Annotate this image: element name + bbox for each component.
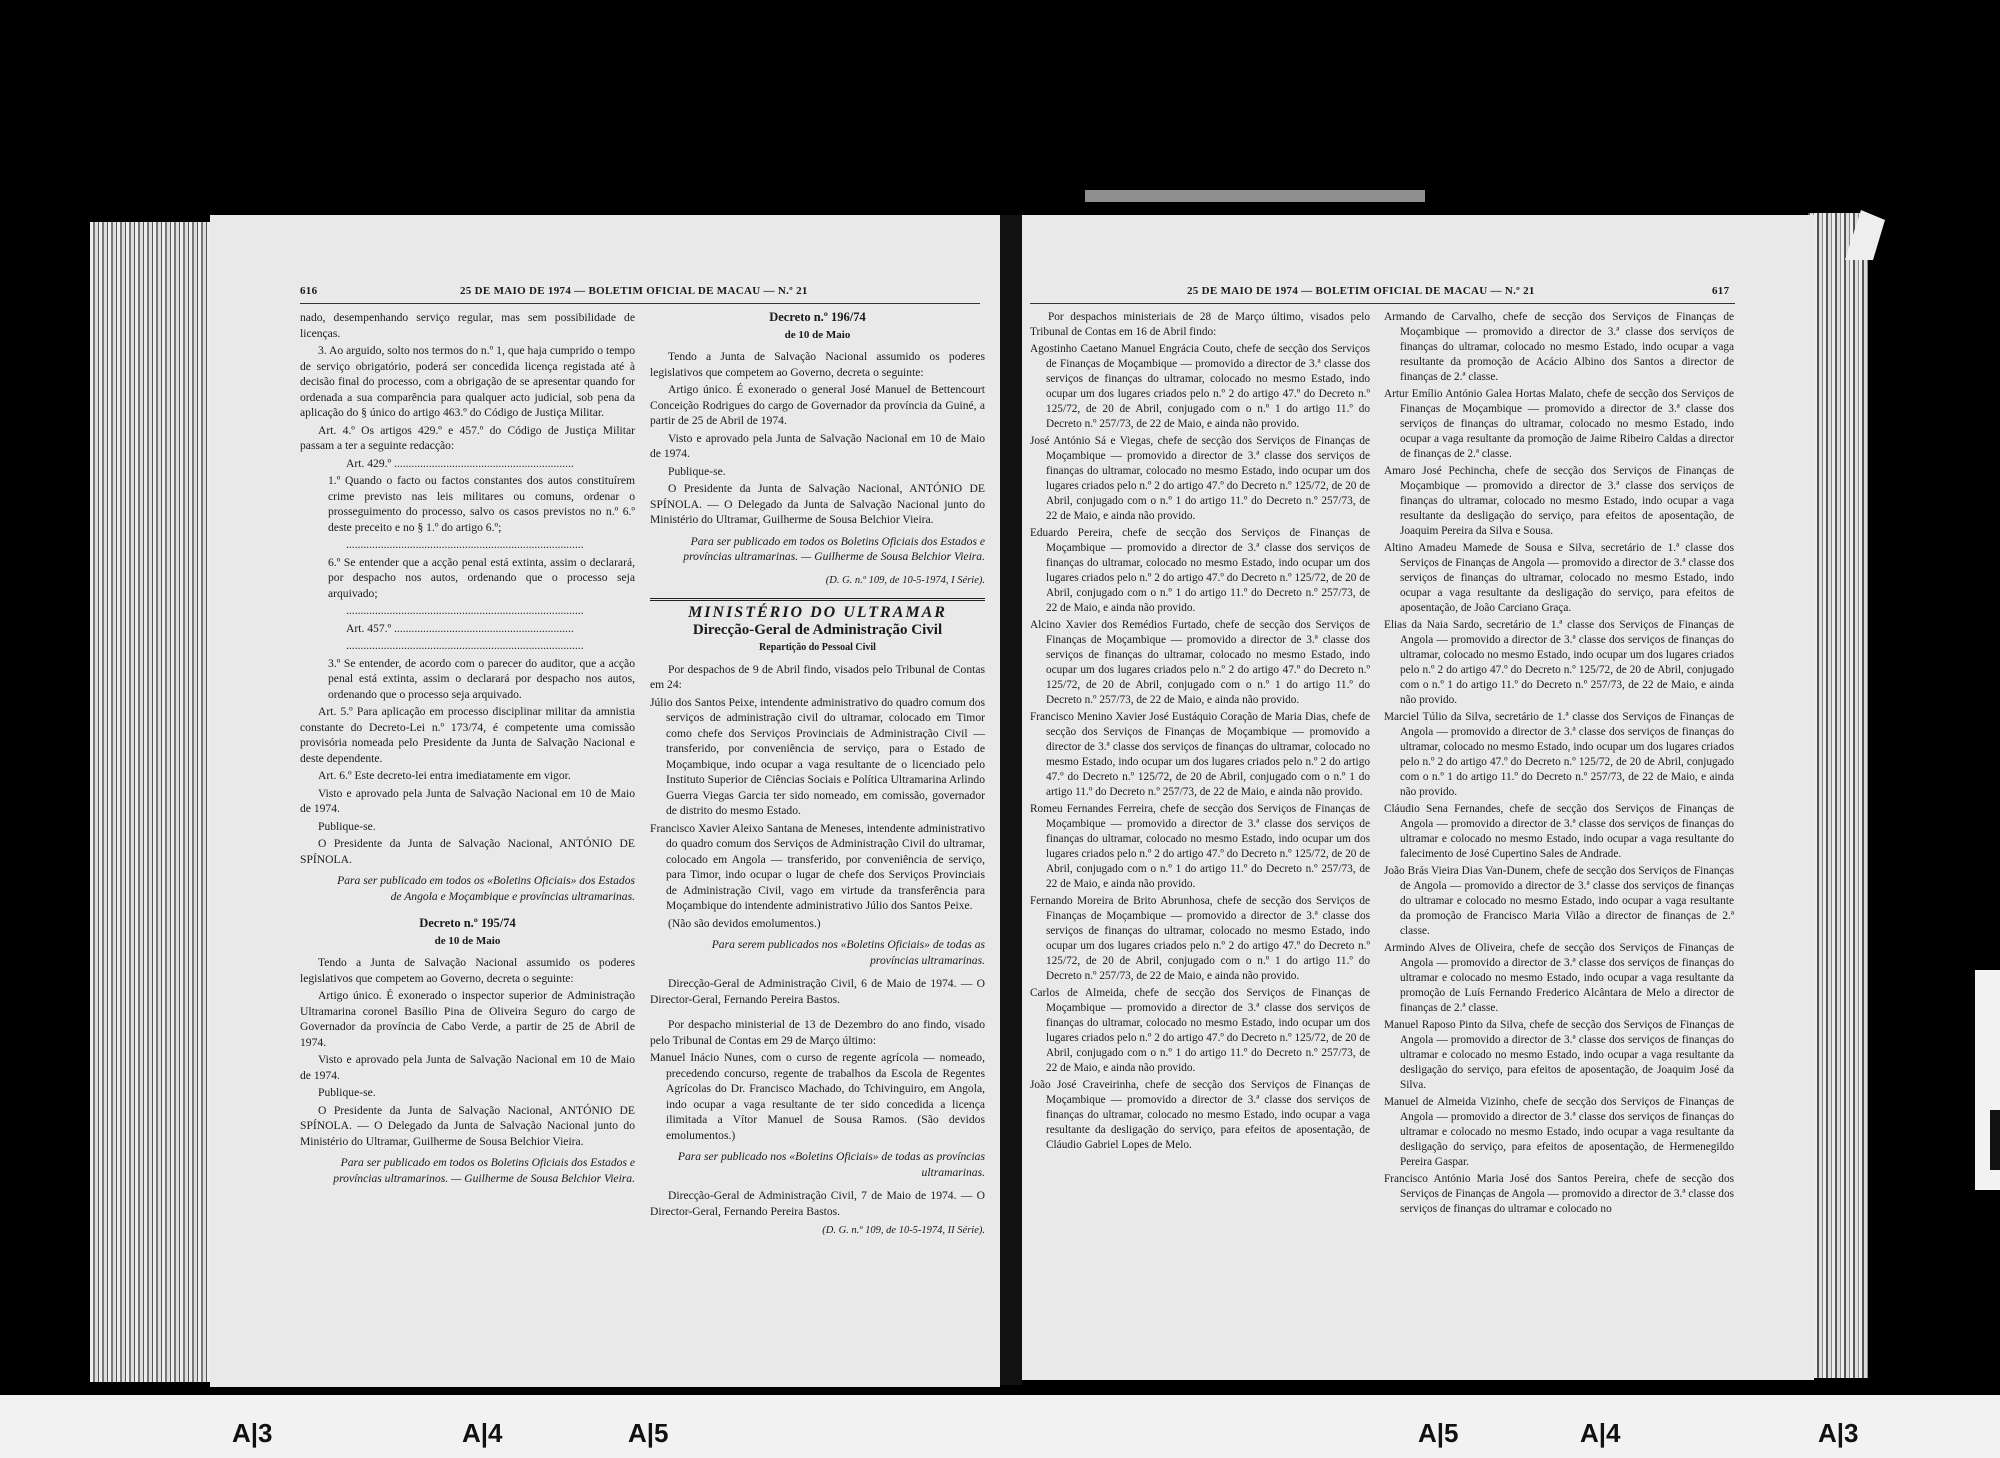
- film-frame-mark: A|3: [1818, 1418, 1859, 1448]
- paragraph: Por despachos ministeriais de 28 de Março último, visados pelo Tribunal de Contas em 16 de Abril findo:: [1030, 311, 1370, 338]
- paragraph: Visto e aprovado pela Junta de Salvação Nacional em 10 de Maio de 1974.: [300, 1053, 635, 1082]
- left-column-2: [650, 310, 985, 1245]
- film-frame-mark: A|5: [1418, 1418, 1459, 1448]
- paragraph: Visto e aprovado pela Junta de Salvação Nacional em 10 de Maio de 1974.: [650, 431, 985, 460]
- paragraph: Publique-se.: [318, 1086, 376, 1099]
- appointment-entry: Júlio dos Santos Peixe, intendente administrativo do quadro comum dos serviços de administração civil do ultramar, colocado em Timor como chefe dos Serviços Provinciais de Administração Civil — transferido, por conveniência de serviço, para o Estado de Moçambique, indo ocupar a vaga resultante de o licenciado pelo Instituto Superior de Ciências Sociais e Política Ultramarina Arlindo Guerra Viegas Garcia ter sido nomeado, em comissão, governador de distrito do mesmo Estado.: [650, 695, 985, 817]
- left-page-header: [210, 285, 1000, 303]
- appointment-entry: Romeu Fernandes Ferreira, chefe de secção dos Serviços de Finanças de Moçambique — promovido a director de 3.ª classe dos serviços de finanças do ultramar, colocado no mesmo Estado, indo ocupar um dos lugares criados pelo n.º 2 do artigo 47.º do Decreto n.º 125/72, de 20 de Abril, conjugado com o n.º 1 do artigo 11.º do Decreto n.º 257/73, de 22 de Maio, e ainda não provido.: [1030, 803, 1370, 890]
- publication-note: Para ser publicado em todos os Boletins Oficiais dos Estados e províncias ultramarinas. — Guilherme de Sousa Belchior Vieira.: [683, 534, 985, 563]
- signature: Direcção-Geral de Administração Civil, 6 de Maio de 1974. — O Director-Geral, Fernando Pereira Bastos.: [650, 977, 985, 1006]
- appointment-entry: Francisco Xavier Aleixo Santana de Meneses, intendente administrativo do quadro comum dos Serviços de Administração Civil do ultramar, colocado em Angola — transferido, por conveniência de serviço, para Timor, indo ocupar o lugar de chefe dos Serviços Provinciais de Administração Civil, vago em virtude da transferência para Moçambique do intendente administrativo Júlio dos Santos Peixe.: [650, 821, 985, 912]
- publication-note: Para ser publicado em todos os «Boletins Oficiais» dos Estados de Angola e Moçambique e províncias ultramarinas.: [337, 874, 635, 903]
- paragraph: Artigo único. É exonerado o inspector superior de Administração Ultramarina coronel Basílio Pina de Oliveira Seguro do cargo de Governador da província de Cabo Verde, a partir de 25 de Abril de 1974.: [300, 989, 635, 1049]
- paragraph: 1.º Quando o facto ou factos constantes dos autos constituírem crime previsto nas leis militares ou comuns, ordenar o prosseguimento do processo, salvo os casos previstos no n.º 6.º deste preceito e no § 1.º do artigo 6.º;: [328, 474, 635, 534]
- appointment-entry: Francisco António Maria José dos Santos Pereira, chefe de secção dos Serviços de Finanças de Angola — promovido a director de 3.ª classe dos serviços de finanças do ultramar e colocado no: [1384, 1173, 1734, 1215]
- ellipsis-line: ..................................................................................: [346, 639, 584, 652]
- paragraph: 3.º Se entender, de acordo com o parecer do auditor, que a acção penal está extinta, assim o declarará por despacho nos autos, ordenando que o processo seja arquivado.: [328, 656, 635, 701]
- running-header: 25 DE MAIO DE 1974 — BOLETIM OFICIAL DE MACAU — N.º 21: [460, 285, 808, 297]
- paragraph: Tendo a Junta de Salvação Nacional assumido os poderes legislativos que competem ao Governo, decreta o seguinte:: [300, 956, 635, 985]
- header-rule: [300, 303, 980, 304]
- decree-date: de 10 de Maio: [434, 934, 501, 947]
- page-number: 616: [300, 285, 318, 297]
- tape-stain: [1085, 190, 1425, 202]
- film-frame-mark: A|4: [462, 1418, 503, 1448]
- appointment-entry: João Brás Vieira Dias Van-Dunem, chefe de secção dos Serviços de Finanças de Angola — promovido a director de 3.ª classe dos serviços de finanças do ultramar e colocado no mesmo Estado, indo ocupar a vaga resultante da promoção de Francisco Maria Vilão a director de finanças de 2.ª classe.: [1384, 865, 1734, 937]
- appointment-entry: Marciel Túlio da Silva, secretário de 1.ª classe dos Serviços de Finanças de Angola — promovido a director de 3.ª classe dos serviços de finanças do ultramar, colocado no mesmo Estado, indo ocupar um dos lugares criados pelo n.º 2 do artigo 47.º do Decreto n.º 125/72, de 20 de Abril, conjugado com o n.º 1 do artigo 11.º do Decreto n.º 257/73, de 22 de Maio, e ainda não provido.: [1384, 711, 1734, 798]
- appointment-entry: Elias da Naia Sardo, secretário de 1.ª classe dos Serviços de Finanças de Angola — promovido a director de 3.ª classe dos serviços de finanças do ultramar, colocado no mesmo Estado, indo ocupar um dos lugares criados pelo n.º 2 do artigo 47.º do Decreto n.º 125/72, de 20 de Abril, conjugado com o n.º 1 do artigo 11.º do Decreto n.º 257/73, de 22 de Maio, e ainda não provido.: [1384, 619, 1734, 706]
- ellipsis-line: ..................................................................................: [346, 538, 584, 551]
- signature: O Presidente da Junta de Salvação Nacional, ANTÓNIO DE SPÍNOLA. — O Delegado da Junta de Salvação Nacional junto do Ministério do Ultramar, Guilherme de Sousa Belchior Vieira.: [300, 1103, 635, 1148]
- signature: O Presidente da Junta de Salvação Nacional, ANTÓNIO DE SPÍNOLA. — O Delegado da Junta de Salvação Nacional junto do Ministério do Ultramar, Guilherme de Sousa Belchior Vieira.: [650, 482, 985, 526]
- paragraph: Tendo a Junta de Salvação Nacional assumido os poderes legislativos que competem ao Governo, decreta o seguinte:: [650, 350, 985, 379]
- appointment-entry: Eduardo Pereira, chefe de secção dos Serviços de Finanças de Moçambique — promovido a director de 3.ª classe dos serviços de finanças do ultramar, colocado no mesmo Estado, indo ocupar um dos lugares criados pelo n.º 2 do artigo 47.º do Decreto n.º 125/72, de 20 de Abril, conjugado com o n.º 1 do artigo 11.º do Decreto n.º 257/73, de 22 de Maio, e ainda não provido.: [1030, 527, 1370, 614]
- publication-note: Para ser publicado em todos os Boletins Oficiais dos Estados e províncias ultramarinos. — Guilherme de Sousa Belchior Vieira.: [333, 1156, 635, 1185]
- appointment-entry: Manuel Raposo Pinto da Silva, chefe de secção dos Serviços de Finanças de Angola — promovido a director de 3.ª classe dos serviços de finanças do ultramar e colocado no mesmo Estado, indo ocupar a vaga resultante da desligação do serviço, para efeitos de aposentação, de Joaquim José da Silva.: [1384, 1019, 1734, 1091]
- signature: O Presidente da Junta de Salvação Nacional, ANTÓNIO DE SPÍNOLA.: [300, 837, 635, 866]
- appointment-entry: Armindo Alves de Oliveira, chefe de secção dos Serviços de Finanças de Angola — promovido a director de 3.ª classe dos serviços de finanças do ultramar e colocado no mesmo Estado, indo ocupar a vaga resultante da promoção de Luís Fernando Frederico Alcântara de Melo a director de finanças de 2.ª classe.: [1384, 942, 1734, 1014]
- reference-card-mark: [1990, 1110, 2000, 1170]
- left-page: [210, 215, 1000, 1387]
- appointment-entry: Alcino Xavier dos Remédios Furtado, chefe de secção dos Serviços de Finanças de Moçambique — promovido a director de 3.ª classe dos serviços de finanças do ultramar, colocado no mesmo Estado, indo ocupar um dos lugares criados pelo n.º 2 do artigo 47.º do Decreto n.º 125/72, de 20 de Abril, conjugado com o n.º 1 do artigo 11.º do Decreto n.º 257/73, de 22 de Maio, e ainda não provido.: [1030, 619, 1370, 706]
- film-strip: [0, 1395, 2000, 1458]
- appointment-entry: Fernando Moreira de Brito Abrunhosa, chefe de secção dos Serviços de Finanças de Moçambique — promovido a director de 3.ª classe dos serviços de finanças do ultramar, colocado no mesmo Estado, indo ocupar um dos lugares criados pelo n.º 2 do artigo 47.º do Decreto n.º 125/72, de 20 de Abril, conjugado com o n.º 1 do artigo 11.º do Decreto n.º 257/73, de 22 de Maio, e ainda não provido.: [1030, 895, 1370, 982]
- department-heading: Repartição do Pessoal Civil: [759, 642, 876, 653]
- paragraph: Por despacho ministerial de 13 de Dezembro do ano findo, visado pelo Tribunal de Contas em 29 de Março último:: [650, 1018, 985, 1047]
- gazette-reference: (D. G. n.º 109, de 10-5-1974, II Série).: [822, 1225, 985, 1236]
- page-number: 617: [1712, 285, 1730, 297]
- paragraph: nado, desempenhando serviço regular, mas sem possibilidade de licenças.: [300, 311, 635, 340]
- paragraph: 6.º Se entender que a acção penal está extinta, assim o declarará, por despacho nos autos, ordenando que o processo seja arquivado;: [328, 555, 635, 600]
- film-frame-mark: A|4: [1580, 1418, 1621, 1448]
- paragraph: Art. 4.º Os artigos 429.º e 457.º do Código de Justiça Militar passam a ter a seguinte redacção:: [300, 423, 635, 452]
- right-column-2: [1384, 310, 1734, 1219]
- publication-note: Para serem publicados nos «Boletins Oficiais» de todas as províncias ultramarinas.: [711, 938, 985, 967]
- paragraph: Por despachos de 9 de Abril findo, visados pelo Tribunal de Contas em 24:: [650, 662, 985, 691]
- gazette-reference: (D. G. n.º 109, de 10-5-1974, I Série).: [825, 574, 985, 586]
- directorate-heading: Direcção-Geral de Administração Civil: [692, 621, 943, 638]
- appointment-entry: Amaro José Pechincha, chefe de secção dos Serviços de Finanças de Moçambique — promovido a director de 3.ª classe dos serviços de finanças do ultramar, colocado no mesmo Estado, indo ocupar a vaga resultante da desligação do serviço, para efeitos de aposentação, de Joaquim Pereira da Silva e Sousa.: [1384, 465, 1734, 537]
- appointment-entry: José António Sá e Viegas, chefe de secção dos Serviços de Finanças de Moçambique — promovido a director de 3.ª classe dos serviços de finanças do ultramar, colocado no mesmo Estado, indo ocupar um dos lugares criados pelo n.º 2 do artigo 47.º do Decreto n.º 125/72, de 20 de Abril, conjugado com o n.º 1 do artigo 11.º do Decreto n.º 257/73, de 22 de Maio, e ainda não provido.: [1030, 435, 1370, 522]
- appointment-entry: Agostinho Caetano Manuel Engrácia Couto, chefe de secção dos Serviços de Finanças de Moçambique — promovido a director de 3.ª classe dos serviços de finanças do ultramar, colocado no mesmo Estado, indo ocupar um dos lugares criados pelo n.º 2 do artigo 47.º do Decreto n.º 125/72, de 20 de Abril, conjugado com o n.º 1 do artigo 11.º do Decreto n.º 257/73, de 22 de Maio, e ainda não provido.: [1030, 343, 1370, 430]
- publication-note: Para ser publicado nos «Boletins Oficiais» de todas as províncias ultramarinas.: [677, 1150, 985, 1179]
- running-header: 25 DE MAIO DE 1974 — BOLETIM OFICIAL DE MACAU — N.º 21: [1187, 285, 1535, 297]
- ministry-heading: MINISTÉRIO DO ULTRAMAR: [650, 598, 985, 621]
- paragraph: Art. 6.º Este decreto-lei entra imediatamente em vigor.: [318, 769, 571, 782]
- film-frame-mark: A|5: [628, 1418, 669, 1448]
- right-page-edges: [1808, 213, 1868, 1378]
- article-line: Art. 429.º ..............................................................: [346, 456, 574, 470]
- left-page-edges: [90, 222, 220, 1382]
- decree-title: Decreto n.º 195/74: [419, 916, 516, 930]
- appointment-entry: João José Craveirinha, chefe de secção dos Serviços de Finanças de Moçambique — promovido a director de 3.ª classe dos serviços de finanças do ultramar, colocado no mesmo Estado, indo ocupar a vaga resultante da desligação do serviço, para efeitos de aposentação, de Cláudio Gabriel Lopes de Melo.: [1030, 1079, 1370, 1151]
- paragraph: Publique-se.: [668, 464, 726, 478]
- paragraph: (Não são devidos emolumentos.): [668, 916, 821, 930]
- paragraph: Artigo único. É exonerado o general José Manuel de Bettencourt Conceição Rodrigues do cargo de Governador da província da Guiné, a partir de 25 de Abril de 1974.: [650, 383, 985, 427]
- film-frame-mark: A|3: [232, 1418, 273, 1448]
- right-column-1: [1030, 310, 1370, 1155]
- right-page: [1022, 215, 1814, 1380]
- paragraph: 3. Ao arguido, solto nos termos do n.º 1, que haja cumprido o tempo de serviço obrigatório, poderá ser concedida licença registada até à decisão final do processo, com a obrigação de se apresentar quando for ordenada a sua comparência para qualquer acto judicial, sob pena da aplicação do § único do artigo 463.º do Código de Justiça Militar.: [300, 344, 635, 419]
- appointment-entry: Armando de Carvalho, chefe de secção dos Serviços de Finanças de Moçambique — promovido a director de 3.ª classe dos serviços de finanças do ultramar, colocado no mesmo Estado, indo ocupar a vaga resultante da promoção de Acácio Albino dos Santos a director de finanças de 2.ª classe.: [1384, 311, 1734, 383]
- header-rule: [1030, 303, 1735, 304]
- appointment-entry: Carlos de Almeida, chefe de secção dos Serviços de Finanças de Moçambique — promovido a director de 3.ª classe dos serviços de finanças do ultramar, colocado no mesmo Estado, indo ocupar um dos lugares criados pelo n.º 2 do artigo 47.º do Decreto n.º 125/72, de 20 de Abril, conjugado com o n.º 1 do artigo 11.º do Decreto n.º 257/73, de 22 de Maio, e ainda não provido.: [1030, 987, 1370, 1074]
- appointment-entry: Artur Emílio António Galea Hortas Malato, chefe de secção dos Serviços de Finanças de Moçambique — promovido a director de 3.ª classe dos serviços de finanças do ultramar, colocado no mesmo Estado, indo ocupar a vaga resultante da promoção de Jaime Ribeiro Caldas a director de finanças de 2.ª classe.: [1384, 388, 1734, 460]
- appointment-entry: Francisco Menino Xavier José Eustáquio Coração de Maria Dias, chefe de secção dos Serviços de Finanças de Moçambique — promovido a director de 3.ª classe dos serviços de finanças do ultramar, colocado no mesmo Estado, indo ocupar um dos lugares criados pelo n.º 2 do artigo 47.º do Decreto n.º 125/72, de 20 de Abril, conjugado com o n.º 1 do artigo 11.º do Decreto n.º 257/73, de 22 de Maio, e ainda não provido.: [1030, 711, 1370, 798]
- appointment-entry: Manuel Inácio Nunes, com o curso de regente agrícola — nomeado, precedendo concurso, regente de trabalhos da Escola de Regentes Agrícolas do Dr. Francisco Machado, do Tchivinguiro, em Angola, indo ocupar a vaga resultante de ter sido concedida a licença ilimitada a Vítor Manuel de Sousa Ramos. (São devidos emolumentos.): [650, 1051, 985, 1142]
- left-column-1: [300, 310, 635, 1194]
- appointment-entry: Manuel de Almeida Vizinho, chefe de secção dos Serviços de Finanças de Angola — promovido a director de 3.ª classe dos serviços de finanças do ultramar e colocado no mesmo Estado, indo ocupar a vaga resultante da desligação do serviço, para efeitos de aposentação, de Hermenegildo Pereira Gaspar.: [1384, 1096, 1734, 1168]
- right-page-header: [1022, 285, 1814, 303]
- appointment-entry: Cláudio Sena Fernandes, chefe de secção dos Serviços de Finanças de Angola — promovido a director de 3.ª classe dos serviços de finanças do ultramar e colocado no mesmo Estado, indo ocupar a vaga resultante do falecimento de José Cupertino Sales de Andrade.: [1384, 803, 1734, 860]
- signature: Direcção-Geral de Administração Civil, 7 de Maio de 1974. — O Director-Geral, Fernando Pereira Bastos.: [650, 1189, 985, 1218]
- ellipsis-line: ..................................................................................: [346, 604, 584, 617]
- appointment-entry: Altino Amadeu Mamede de Sousa e Silva, secretário de 1.ª classe dos Serviços de Finanças de Angola — promovido a director de 3.ª classe dos serviços de finanças do ultramar, colocado no mesmo Estado, indo ocupar a vaga resultante da desligação do serviço, para efeitos de aposentação, de João Carciano Graça.: [1384, 542, 1734, 614]
- book-spine: [1000, 215, 1022, 1385]
- paragraph: Art. 5.º Para aplicação em processo disciplinar militar da amnistia constante do Decreto-Lei n.º 173/74, é competente uma comissão provisória nomeada pelo Presidente da Junta de Salvação Nacional e deste dependente.: [300, 705, 635, 765]
- paragraph: Publique-se.: [318, 819, 376, 833]
- article-line: Art. 457.º ..............................................................: [346, 621, 574, 635]
- decree-date: de 10 de Maio: [784, 328, 851, 341]
- decree-title: Decreto n.º 196/74: [769, 310, 866, 324]
- paragraph: Visto e aprovado pela Junta de Salvação Nacional em 10 de Maio de 1974.: [300, 786, 635, 815]
